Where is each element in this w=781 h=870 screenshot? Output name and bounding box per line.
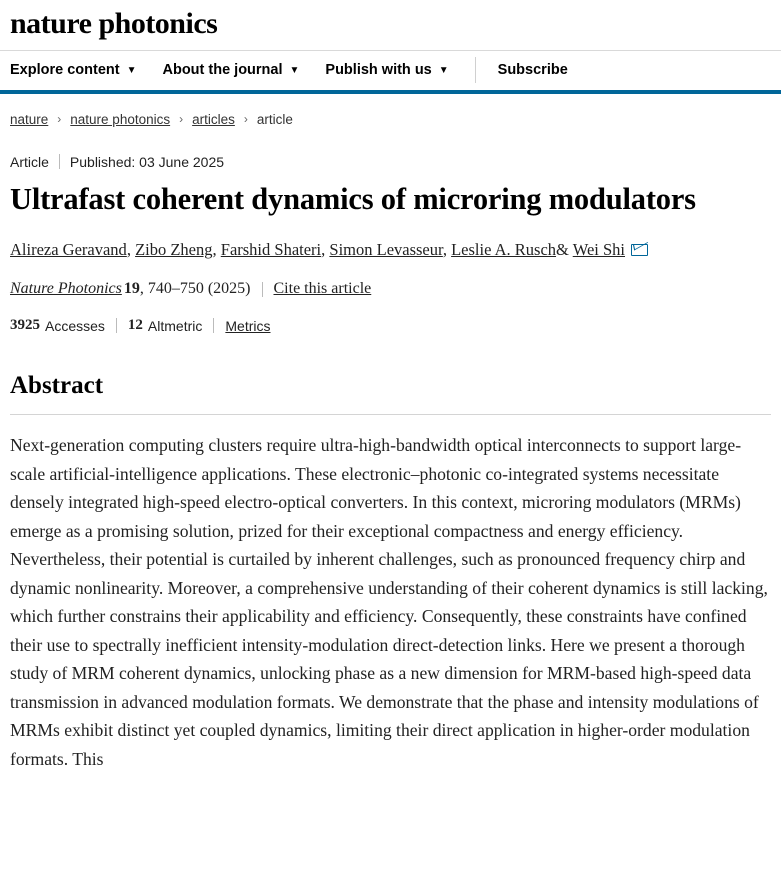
nav-item-label: About the journal (162, 62, 283, 78)
nav-item-label: Publish with us (325, 62, 432, 78)
nav-divider (475, 57, 476, 83)
author-link[interactable]: Wei Shi (572, 239, 626, 259)
author-conjunction: & (556, 239, 569, 259)
metrics-link[interactable]: Metrics (225, 317, 271, 334)
altmetric-label: Altmetric (147, 317, 203, 334)
breadcrumb-item-article: article (256, 111, 293, 127)
chevron-down-icon: ▼ (126, 65, 137, 76)
abstract-text: Next-generation computing clusters require ultra-high-bandwidth optical interconnects to support large-scale artificial-intelligence applications. These electronic–photonic co-integrated systems necessitate densely integrated high-speed electro-optical converters. In this context, microring modulators (MRMs) emerge as a promising solution, prized for their exceptional compactness and energy efficiency. Nevertheless, their potential is curtailed by inherent challenges, such as pronounced frequency chirp and dynamic nonlinearity. Moreover, a comprehensive understanding of their coherent dynamics is still lacking, which further constrains their applicability and efficiency. Consequently, these constraints have confined their use to spectrally inefficient intensity-modulation direct-detection links. Here we present a thorough study of MRM coherent dynamics, unlocking phase as a new dimension for MRM-based high-speed data transmission in advanced modulation formats. We demonstrate that the phase and intensity modulations of MRMs exhibit distinct yet coupled dynamics, limiting their direct application in higher-order modulation formats. This (10, 435, 768, 769)
pages-and-year: , 740–750 (2025) (139, 280, 251, 298)
nav-item-about-the-journal[interactable] (162, 62, 299, 78)
breadcrumb-separator-icon: › (179, 112, 184, 126)
masthead (0, 0, 781, 50)
journal-name-link[interactable]: Nature Photonics (10, 280, 122, 298)
chevron-down-icon: ▼ (438, 65, 449, 76)
abstract-divider (10, 414, 771, 415)
author-link[interactable]: Farshid Shateri (220, 239, 322, 259)
accesses-label: Accesses (45, 317, 105, 334)
metrics-divider (213, 318, 214, 333)
abstract-heading: Abstract (10, 372, 104, 400)
author-separator: , (321, 239, 330, 259)
cite-this-article-link[interactable]: Cite this article (273, 280, 372, 298)
chevron-down-icon: ▼ (289, 65, 300, 76)
journal-logo[interactable]: nature photonics (10, 7, 218, 40)
author-separator: , (126, 239, 136, 259)
breadcrumb (0, 94, 781, 127)
volume-number: 19 (123, 280, 140, 298)
author-separator: , (212, 239, 221, 259)
nav-item-label: Explore content (10, 62, 120, 78)
article-type-label: Article (10, 153, 49, 170)
breadcrumb-item-nature[interactable]: nature (10, 111, 49, 127)
article-meta (10, 154, 771, 170)
breadcrumb-separator-icon: › (57, 112, 62, 126)
altmetric-count: 12 (127, 317, 143, 334)
author-separator: , (442, 239, 452, 259)
breadcrumb-separator-icon: › (243, 112, 248, 126)
article-content (0, 154, 781, 774)
breadcrumb-item-articles[interactable]: articles (192, 111, 235, 127)
metrics-divider (116, 318, 117, 333)
accesses-count: 3925 (10, 317, 40, 334)
author-list (10, 238, 771, 263)
main-navigation (0, 50, 781, 94)
author-link[interactable]: Leslie A. Rusch (451, 239, 557, 259)
nav-item-label: Subscribe (497, 62, 568, 78)
author-link[interactable]: Simon Levasseur (329, 239, 443, 259)
page-title: Ultrafast coherent dynamics of microring modulators (10, 181, 696, 216)
nav-item-explore-content[interactable] (10, 62, 136, 78)
publication-date: Published: 03 June 2025 (69, 153, 225, 170)
author-link[interactable]: Zibo Zheng (135, 239, 213, 259)
breadcrumb-item-nature-photonics[interactable]: nature photonics (70, 111, 171, 127)
envelope-icon[interactable] (631, 244, 648, 256)
nav-item-subscribe[interactable] (498, 62, 568, 78)
metrics-line (10, 317, 771, 334)
meta-divider (59, 154, 60, 169)
nav-item-publish-with-us[interactable] (325, 62, 448, 78)
citation-divider (262, 282, 263, 297)
author-link[interactable]: Alireza Geravand (10, 239, 127, 259)
citation-line (10, 280, 771, 298)
